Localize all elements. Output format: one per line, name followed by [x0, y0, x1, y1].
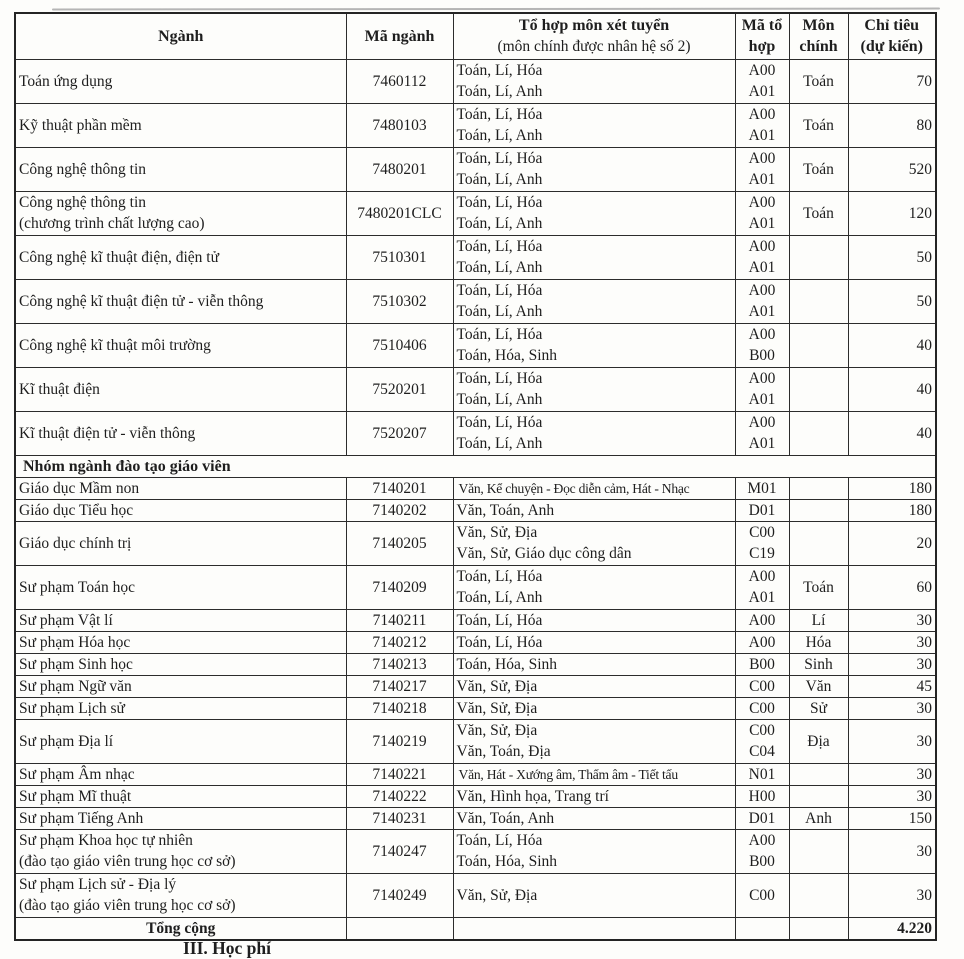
- empty-cell: [346, 917, 453, 940]
- major-code-cell: 7510406: [346, 323, 453, 367]
- major-name-cell: Sư phạm Khoa học tự nhiên (đào tạo giáo viên trung học cơ sở): [15, 829, 346, 873]
- scan-artifact-line: [52, 8, 940, 11]
- combination-code-cell: C00 C19: [735, 521, 789, 565]
- table-row: [15, 147, 936, 191]
- quota-cell: 45: [848, 675, 936, 697]
- major-name-cell: Công nghệ thông tin: [15, 147, 346, 191]
- main-subject-cell: [789, 785, 848, 807]
- major-code-cell: 7140201: [346, 477, 453, 499]
- subject-combination-cell: Toán, Lí, Hóa Toán, Lí, Anh: [453, 367, 735, 411]
- major-code-cell: 7140249: [346, 873, 453, 917]
- main-subject-cell: Văn: [789, 675, 848, 697]
- major-code-cell: 7140209: [346, 565, 453, 609]
- combination-code-cell: H00: [735, 785, 789, 807]
- col-header-chi-tieu: Chỉ tiêu (dự kiến): [848, 13, 936, 59]
- table-row: [15, 631, 936, 653]
- major-code-cell: 7520207: [346, 411, 453, 455]
- major-name-cell: Kĩ thuật điện tử - viễn thông: [15, 411, 346, 455]
- combination-code-cell: C00 C04: [735, 719, 789, 763]
- table-row: [15, 411, 936, 455]
- combination-code-cell: M01: [735, 477, 789, 499]
- quota-cell: 520: [848, 147, 936, 191]
- subject-combination-cell: Toán, Lí, Hóa Toán, Lí, Anh: [453, 191, 735, 235]
- subject-combination-cell: Toán, Lí, Hóa Toán, Hóa, Sinh: [453, 829, 735, 873]
- col-header-to-hop-main: Tổ hợp môn xét tuyển: [518, 17, 670, 35]
- header-row: [15, 13, 936, 59]
- col-header-nganh: Ngành: [15, 13, 346, 59]
- quota-cell: 50: [848, 279, 936, 323]
- combination-code-cell: A00 B00: [735, 829, 789, 873]
- main-subject-cell: [789, 829, 848, 873]
- quota-cell: 40: [848, 411, 936, 455]
- table-row: [15, 235, 936, 279]
- table-row: [15, 521, 936, 565]
- total-label-cell: Tổng cộng: [15, 917, 346, 940]
- major-name-cell: Kỹ thuật phần mềm: [15, 103, 346, 147]
- subject-combination-cell: Văn, Sử, Địa: [453, 675, 735, 697]
- subject-combination-cell: Văn, Sử, Địa Văn, Sử, Giáo dục công dân: [453, 521, 735, 565]
- combination-code-cell: A00 B00: [735, 323, 789, 367]
- major-name-cell: Sư phạm Âm nhạc: [15, 763, 346, 785]
- table-body: [15, 59, 936, 940]
- major-name-cell: Sư phạm Ngữ văn: [15, 675, 346, 697]
- main-subject-cell: [789, 521, 848, 565]
- main-subject-cell: [789, 411, 848, 455]
- subject-combination-cell: Toán, Lí, Hóa Toán, Lí, Anh: [453, 565, 735, 609]
- col-header-mon-chinh: Môn chính: [789, 13, 848, 59]
- quota-cell: 30: [848, 719, 936, 763]
- main-subject-cell: Anh: [789, 807, 848, 829]
- combination-code-cell: A00 A01: [735, 367, 789, 411]
- empty-cell: [789, 917, 848, 940]
- major-code-cell: 7480201CLC: [346, 191, 453, 235]
- major-code-cell: 7480103: [346, 103, 453, 147]
- major-code-cell: 7140217: [346, 675, 453, 697]
- major-name-cell: Công nghệ thông tin (chương trình chất lượng cao): [15, 191, 346, 235]
- combination-code-cell: A00: [735, 631, 789, 653]
- main-subject-cell: Địa: [789, 719, 848, 763]
- main-subject-cell: [789, 499, 848, 521]
- major-name-cell: Sư phạm Hóa học: [15, 631, 346, 653]
- combination-code-cell: A00 A01: [735, 147, 789, 191]
- main-subject-cell: [789, 477, 848, 499]
- major-code-cell: 7140222: [346, 785, 453, 807]
- major-code-cell: 7510301: [346, 235, 453, 279]
- subject-combination-cell: Văn, Toán, Anh: [453, 499, 735, 521]
- combination-code-cell: D01: [735, 807, 789, 829]
- combination-code-cell: A00: [735, 609, 789, 631]
- subject-combination-cell: Toán, Lí, Hóa Toán, Lí, Anh: [453, 411, 735, 455]
- total-quota-cell: 4.220: [848, 917, 936, 940]
- empty-cell: [453, 917, 735, 940]
- subject-combination-cell: Văn, Sử, Địa Văn, Toán, Địa: [453, 719, 735, 763]
- subject-combination-cell: Toán, Lí, Hóa: [453, 609, 735, 631]
- combination-code-cell: A00 A01: [735, 565, 789, 609]
- major-code-cell: 7520201: [346, 367, 453, 411]
- quota-cell: 120: [848, 191, 936, 235]
- quota-cell: 30: [848, 873, 936, 917]
- table-row: [15, 279, 936, 323]
- table-row: [15, 477, 936, 499]
- table-row: [15, 675, 936, 697]
- section-header-label: Nhóm ngành đào tạo giáo viên: [15, 455, 936, 477]
- col-header-to-hop: [453, 13, 735, 59]
- major-name-cell: Công nghệ kĩ thuật điện, điện tử: [15, 235, 346, 279]
- major-code-cell: 7510302: [346, 279, 453, 323]
- table-row: [15, 719, 936, 763]
- table-row: [15, 59, 936, 103]
- major-name-cell: Sư phạm Địa lí: [15, 719, 346, 763]
- quota-cell: 30: [848, 653, 936, 675]
- subject-combination-cell: Toán, Lí, Hóa Toán, Lí, Anh: [453, 279, 735, 323]
- main-subject-cell: [789, 873, 848, 917]
- major-name-cell: Sư phạm Lịch sử - Địa lý (đào tạo giáo viên trung học cơ sở): [15, 873, 346, 917]
- subject-combination-cell: Văn, Sử, Địa: [453, 873, 735, 917]
- table-row: [15, 873, 936, 917]
- quota-cell: 30: [848, 829, 936, 873]
- quota-cell: 40: [848, 323, 936, 367]
- subject-combination-cell: Toán, Lí, Hóa Toán, Lí, Anh: [453, 147, 735, 191]
- quota-cell: 150: [848, 807, 936, 829]
- main-subject-cell: Toán: [789, 147, 848, 191]
- major-name-cell: Kĩ thuật điện: [15, 367, 346, 411]
- subject-combination-cell: Toán, Lí, Hóa Toán, Lí, Anh: [453, 103, 735, 147]
- main-subject-cell: Toán: [789, 191, 848, 235]
- major-name-cell: Công nghệ kĩ thuật điện tử - viễn thông: [15, 279, 346, 323]
- major-code-cell: 7140202: [346, 499, 453, 521]
- main-subject-cell: [789, 235, 848, 279]
- major-code-cell: 7460112: [346, 59, 453, 103]
- section-heading-hoc-phi: III. Học phí: [183, 938, 272, 958]
- main-subject-cell: Sử: [789, 697, 848, 719]
- major-name-cell: Sư phạm Mĩ thuật: [15, 785, 346, 807]
- main-subject-cell: Lí: [789, 609, 848, 631]
- main-subject-cell: Toán: [789, 59, 848, 103]
- quota-cell: 20: [848, 521, 936, 565]
- major-code-cell: 7140211: [346, 609, 453, 631]
- major-name-cell: Sư phạm Vật lí: [15, 609, 346, 631]
- major-code-cell: 7140213: [346, 653, 453, 675]
- major-name-cell: Công nghệ kĩ thuật môi trường: [15, 323, 346, 367]
- quota-cell: 40: [848, 367, 936, 411]
- main-subject-cell: [789, 367, 848, 411]
- subject-combination-cell: Toán, Lí, Hóa Toán, Lí, Anh: [453, 235, 735, 279]
- table-row: [15, 565, 936, 609]
- major-name-cell: Giáo dục Mầm non: [15, 477, 346, 499]
- quota-cell: 70: [848, 59, 936, 103]
- main-subject-cell: [789, 279, 848, 323]
- subject-combination-cell: Văn, Kể chuyện - Đọc diễn cảm, Hát - Nhạc: [453, 477, 735, 499]
- subject-combination-cell: Toán, Lí, Hóa: [453, 631, 735, 653]
- combination-code-cell: A00 A01: [735, 191, 789, 235]
- quota-cell: 180: [848, 499, 936, 521]
- subject-combination-cell: Văn, Hát - Xướng âm, Thẩm âm - Tiết tấu: [453, 763, 735, 785]
- subject-combination-cell: Văn, Sử, Địa: [453, 697, 735, 719]
- table-row: [15, 367, 936, 411]
- col-header-to-hop-sub: (môn chính được nhân hệ số 2): [497, 38, 691, 56]
- admissions-quota-table: [14, 12, 937, 941]
- quota-cell: 30: [848, 631, 936, 653]
- subject-combination-cell: Toán, Lí, Hóa Toán, Lí, Anh: [453, 59, 735, 103]
- combination-code-cell: C00: [735, 675, 789, 697]
- major-name-cell: Giáo dục chính trị: [15, 521, 346, 565]
- main-subject-cell: [789, 763, 848, 785]
- col-header-ma-nganh: Mã ngành: [346, 13, 453, 59]
- combination-code-cell: A00 A01: [735, 411, 789, 455]
- major-code-cell: 7480201: [346, 147, 453, 191]
- empty-cell: [735, 917, 789, 940]
- combination-code-cell: C00: [735, 697, 789, 719]
- combination-code-cell: A00 A01: [735, 103, 789, 147]
- table-row: [15, 829, 936, 873]
- table-row: [15, 697, 936, 719]
- combination-code-cell: N01: [735, 763, 789, 785]
- combination-code-cell: A00 A01: [735, 279, 789, 323]
- table-row: [15, 785, 936, 807]
- combination-code-cell: A00 A01: [735, 59, 789, 103]
- major-name-cell: Sư phạm Sinh học: [15, 653, 346, 675]
- section-header-row: [15, 455, 936, 477]
- main-subject-cell: [789, 323, 848, 367]
- major-code-cell: 7140231: [346, 807, 453, 829]
- table-row: [15, 103, 936, 147]
- col-header-ma-to-hop: Mã tổ hợp: [735, 13, 789, 59]
- main-subject-cell: Hóa: [789, 631, 848, 653]
- quota-cell: 180: [848, 477, 936, 499]
- major-code-cell: 7140205: [346, 521, 453, 565]
- subject-combination-cell: Toán, Hóa, Sinh: [453, 653, 735, 675]
- main-subject-cell: Sinh: [789, 653, 848, 675]
- quota-cell: 30: [848, 785, 936, 807]
- major-code-cell: 7140218: [346, 697, 453, 719]
- table-row: [15, 499, 936, 521]
- quota-cell: 30: [848, 763, 936, 785]
- total-row: [15, 917, 936, 940]
- combination-code-cell: C00: [735, 873, 789, 917]
- table-row: [15, 609, 936, 631]
- quota-cell: 50: [848, 235, 936, 279]
- main-subject-cell: Toán: [789, 565, 848, 609]
- quota-cell: 30: [848, 609, 936, 631]
- major-code-cell: 7140247: [346, 829, 453, 873]
- major-name-cell: Giáo dục Tiểu học: [15, 499, 346, 521]
- main-subject-cell: Toán: [789, 103, 848, 147]
- major-name-cell: Sư phạm Lịch sử: [15, 697, 346, 719]
- table-row: [15, 807, 936, 829]
- table-row: [15, 323, 936, 367]
- quota-cell: 80: [848, 103, 936, 147]
- table-row: [15, 653, 936, 675]
- combination-code-cell: B00: [735, 653, 789, 675]
- major-code-cell: 7140212: [346, 631, 453, 653]
- combination-code-cell: D01: [735, 499, 789, 521]
- table-row: [15, 191, 936, 235]
- major-code-cell: 7140221: [346, 763, 453, 785]
- combination-code-cell: A00 A01: [735, 235, 789, 279]
- table-row: [15, 763, 936, 785]
- subject-combination-cell: Văn, Toán, Anh: [453, 807, 735, 829]
- major-name-cell: Sư phạm Tiếng Anh: [15, 807, 346, 829]
- major-name-cell: Sư phạm Toán học: [15, 565, 346, 609]
- quota-cell: 60: [848, 565, 936, 609]
- major-name-cell: Toán ứng dụng: [15, 59, 346, 103]
- subject-combination-cell: Toán, Lí, Hóa Toán, Hóa, Sinh: [453, 323, 735, 367]
- subject-combination-cell: Văn, Hình họa, Trang trí: [453, 785, 735, 807]
- major-code-cell: 7140219: [346, 719, 453, 763]
- quota-cell: 30: [848, 697, 936, 719]
